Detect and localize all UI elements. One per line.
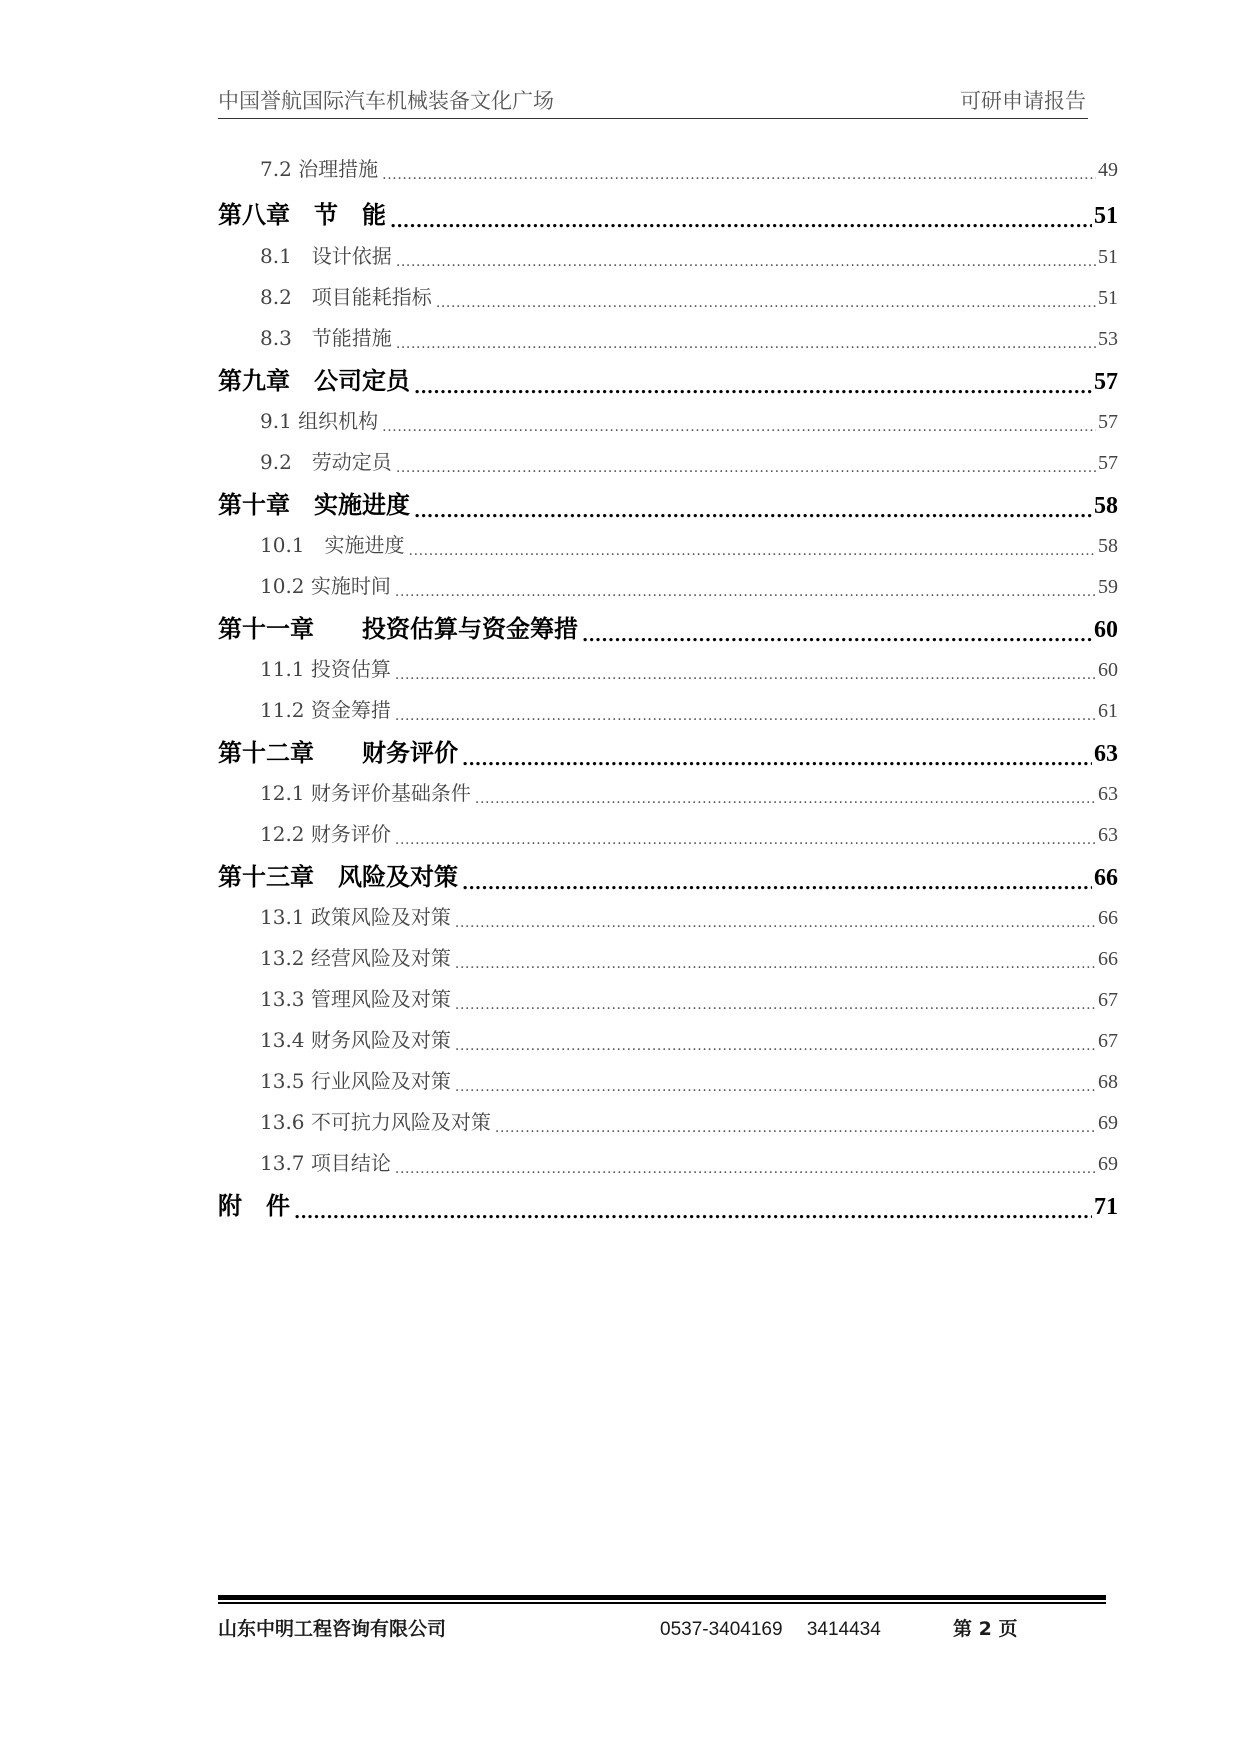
toc-chapter[interactable]: [218, 1186, 1118, 1222]
toc-entry[interactable]: [260, 653, 1118, 689]
dot-leader: [414, 377, 1092, 401]
toc-chapter[interactable]: [218, 361, 1118, 397]
toc-entry-page: 69: [1098, 1112, 1118, 1134]
toc-chapter-label: 第十二章 财务评价: [218, 738, 458, 767]
toc-chapter-page: 60: [1094, 617, 1118, 643]
toc-entry-page: 61: [1098, 700, 1118, 722]
dot-leader: [294, 1202, 1092, 1226]
toc-chapter-page: 57: [1094, 369, 1118, 395]
toc-chapter[interactable]: [218, 485, 1118, 521]
toc-chapter-page: 63: [1094, 741, 1118, 767]
toc-entry-page: 67: [1098, 989, 1118, 1011]
toc-entry-label: 9.2 劳动定员: [260, 450, 392, 474]
toc-entry[interactable]: [260, 777, 1118, 813]
toc-entry-page: 51: [1098, 246, 1118, 268]
dot-leader: [475, 791, 1096, 811]
dot-leader: [382, 419, 1096, 439]
toc-entry-label: 13.2 经营风险及对策: [260, 946, 451, 970]
toc-entry-page: 51: [1098, 287, 1118, 309]
toc-chapter[interactable]: [218, 195, 1118, 231]
toc-entry[interactable]: [260, 983, 1118, 1019]
toc-entry-page: 66: [1098, 907, 1118, 929]
toc-entry[interactable]: [260, 1147, 1118, 1183]
dot-leader: [395, 667, 1096, 687]
toc-entry[interactable]: [260, 694, 1118, 730]
toc-chapter-page: 58: [1094, 493, 1118, 519]
dot-leader: [582, 625, 1092, 649]
toc-entry-page: 57: [1098, 411, 1118, 433]
toc-entry-label: 10.1 实施进度: [260, 533, 405, 557]
toc-entry[interactable]: [260, 529, 1118, 565]
toc-entry-page: 69: [1098, 1153, 1118, 1175]
toc-entry[interactable]: [260, 281, 1118, 317]
dot-leader: [455, 1038, 1096, 1058]
toc-entry-page: 68: [1098, 1071, 1118, 1093]
toc-entry-page: 49: [1098, 159, 1118, 181]
toc-chapter-label: 附 件: [218, 1191, 290, 1220]
toc-entry-label: 13.5 行业风险及对策: [260, 1069, 451, 1093]
dot-leader: [495, 1120, 1096, 1140]
toc-chapter-label: 第十一章 投资估算与资金筹措: [218, 614, 578, 643]
dot-leader: [382, 167, 1096, 187]
toc-chapter-label: 第八章 节 能: [218, 200, 386, 229]
toc-entry-label: 13.7 项目结论: [260, 1151, 391, 1175]
toc-entry[interactable]: [260, 405, 1118, 441]
toc-chapter[interactable]: [218, 609, 1118, 645]
toc-entry-page: 57: [1098, 452, 1118, 474]
dot-leader: [390, 211, 1092, 235]
toc-chapter-page: 51: [1094, 203, 1118, 229]
toc-entry[interactable]: [260, 322, 1118, 358]
toc-chapter-label: 第十三章 风险及对策: [218, 862, 458, 891]
dot-leader: [395, 708, 1096, 728]
toc-chapter[interactable]: [218, 857, 1118, 893]
dot-leader: [462, 873, 1092, 897]
toc-chapter-page: 71: [1094, 1194, 1118, 1220]
dot-leader: [462, 749, 1092, 773]
page-number: 第 2 页: [953, 1618, 1018, 1640]
dot-leader: [455, 1079, 1096, 1099]
toc-entry-label: 7.2 治理措施: [260, 157, 379, 181]
toc-entry[interactable]: [260, 446, 1118, 482]
toc-entry-label: 13.1 政策风险及对策: [260, 905, 451, 929]
toc-chapter-label: 第九章 公司定员: [218, 366, 410, 395]
toc-entry[interactable]: [260, 818, 1118, 854]
page-footer: [218, 1614, 1106, 1644]
dot-leader: [396, 254, 1096, 274]
company-name: 山东中明工程咨询有限公司: [218, 1618, 447, 1640]
dot-leader: [409, 543, 1096, 563]
toc-entry-label: 8.1 设计依据: [260, 244, 392, 268]
toc-chapter-label: 第十章 实施进度: [218, 490, 410, 519]
footer-rule: [218, 1595, 1106, 1600]
footer-rule-thin: [218, 1602, 1106, 1604]
dot-leader: [395, 584, 1096, 604]
dot-leader: [395, 1161, 1096, 1181]
toc-entry-page: 58: [1098, 535, 1118, 557]
toc-entry-label: 11.1 投资估算: [260, 657, 391, 681]
dot-leader: [455, 956, 1096, 976]
toc-entry-label: 11.2 资金筹措: [260, 698, 391, 722]
toc-entry-label: 12.1 财务评价基础条件: [260, 781, 471, 805]
toc-entry-page: 63: [1098, 783, 1118, 805]
toc-entry-label: 8.3 节能措施: [260, 326, 392, 350]
toc-entry-label: 9.1 组织机构: [260, 409, 379, 433]
toc-entry[interactable]: [260, 942, 1118, 978]
toc-entry-label: 13.4 财务风险及对策: [260, 1028, 451, 1052]
report-type: 可研申请报告: [960, 89, 1086, 113]
dot-leader: [396, 460, 1096, 480]
toc-chapter-page: 66: [1094, 865, 1118, 891]
toc-entry-label: 12.2 财务评价: [260, 822, 391, 846]
dot-leader: [396, 336, 1096, 356]
toc-entry-label: 10.2 实施时间: [260, 574, 391, 598]
toc-entry-label: 13.6 不可抗力风险及对策: [260, 1110, 491, 1134]
toc-entry-page: 53: [1098, 328, 1118, 350]
dot-leader: [455, 997, 1096, 1017]
toc-entry-page: 59: [1098, 576, 1118, 598]
dot-leader: [436, 295, 1096, 315]
phone-numbers: 0537-3404169 3414434: [660, 1619, 881, 1640]
toc-entry-page: 60: [1098, 659, 1118, 681]
toc-entry[interactable]: [260, 240, 1118, 276]
dot-leader: [395, 832, 1096, 852]
toc-entry-page: 67: [1098, 1030, 1118, 1052]
toc-entry-page: 66: [1098, 948, 1118, 970]
toc-chapter[interactable]: [218, 733, 1118, 769]
toc-entry-label: 13.3 管理风险及对策: [260, 987, 451, 1011]
dot-leader: [455, 915, 1096, 935]
document-title: 中国誉航国际汽车机械装备文化广场: [218, 89, 554, 113]
toc-entry[interactable]: [260, 1065, 1118, 1101]
toc-entry[interactable]: [260, 153, 1118, 189]
toc-entry-page: 63: [1098, 824, 1118, 846]
page-header: [218, 86, 1088, 119]
toc-entry-label: 8.2 项目能耗指标: [260, 285, 432, 309]
toc-entry[interactable]: [260, 901, 1118, 937]
toc-entry[interactable]: [260, 1106, 1118, 1142]
dot-leader: [414, 501, 1092, 525]
toc-entry[interactable]: [260, 570, 1118, 606]
toc-entry[interactable]: [260, 1024, 1118, 1060]
